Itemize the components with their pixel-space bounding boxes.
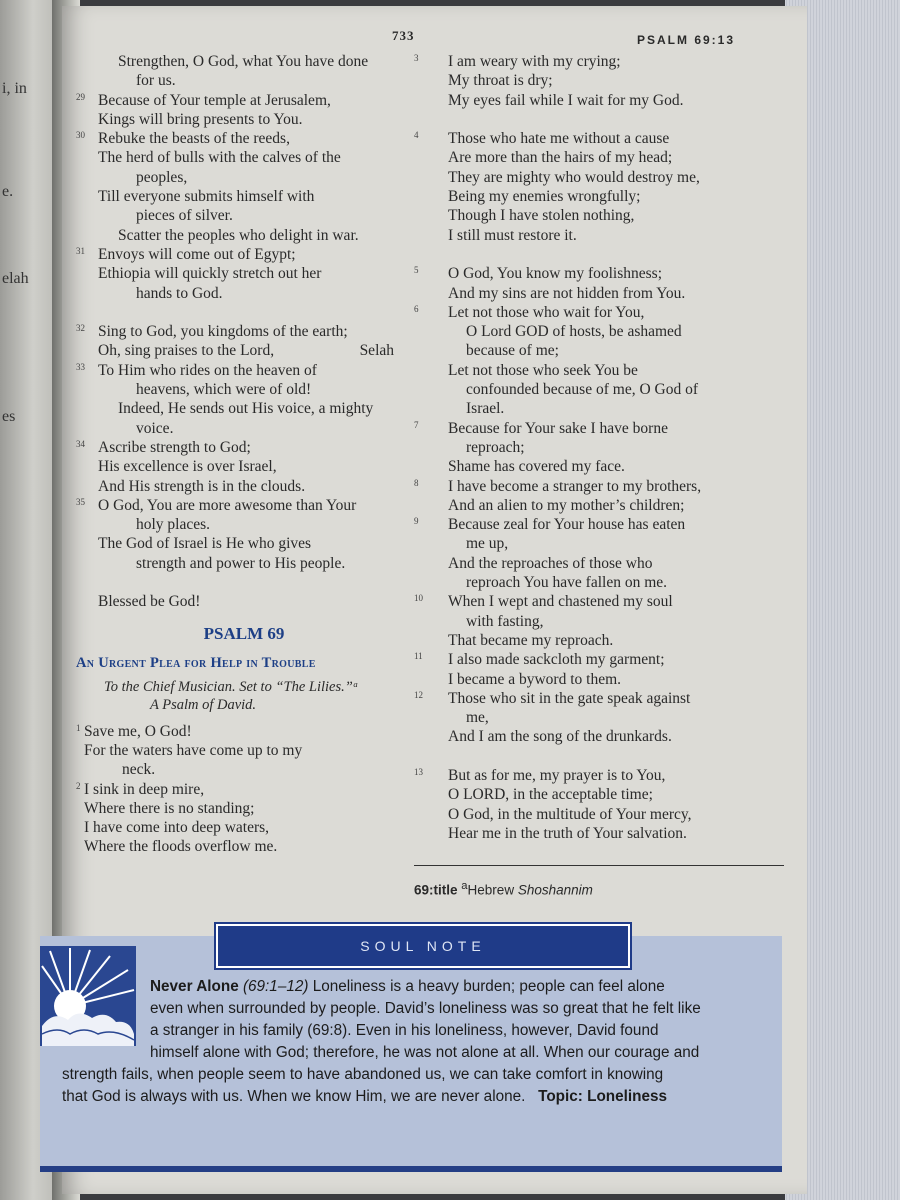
verse-text: Oh, sing praises to the Lord, (98, 342, 275, 360)
right-column-verses (414, 52, 784, 843)
verse-line (76, 592, 412, 611)
left-page-fragment: i, in (2, 80, 27, 97)
soul-note-line (62, 1086, 777, 1108)
verse-line (414, 477, 784, 496)
verse-line (414, 71, 784, 90)
verse-number: 11 (414, 651, 423, 662)
verse-text: neck. (122, 761, 156, 779)
soul-note-line-text: Loneliness is a heavy burden; people can feel alone (312, 978, 665, 995)
verse-text: Where there is no standing; (84, 799, 255, 817)
verse-line (414, 341, 784, 360)
verse-text: strength and power to His people. (136, 554, 346, 572)
verse-text: Till everyone submits himself with (98, 188, 315, 206)
page-number: 733 (392, 28, 415, 43)
verse-text: Rebuke the beasts of the reeds, (98, 130, 290, 148)
verse-text: Sing to God, you kingdoms of the earth; (98, 323, 348, 341)
stanza-gap (76, 573, 412, 592)
verse-text: hands to God. (136, 284, 223, 302)
verse-line (414, 168, 784, 187)
verse-number: 30 (76, 130, 85, 141)
verse-line (414, 496, 784, 515)
verse-line (414, 380, 784, 399)
verse-text: Let not those who seek You be (448, 361, 638, 379)
verse-line (76, 71, 412, 90)
verse-text: me, (466, 709, 489, 727)
verse-text: And the reproaches of those who (448, 554, 653, 572)
verse-line (76, 361, 412, 380)
verse-text: I have come into deep waters, (84, 819, 270, 837)
verse-text: Let not those who wait for You, (448, 303, 645, 321)
verse-number: 35 (76, 496, 85, 507)
left-column (76, 52, 412, 857)
verse-line (414, 727, 784, 746)
stanza-gap (76, 303, 412, 322)
verse-text: For the waters have come up to my (84, 741, 303, 759)
soul-note-ref: (69:1–12) (242, 978, 309, 995)
verse-text: And an alien to my mother’s children; (448, 496, 685, 514)
verse-line (76, 245, 412, 264)
verse-text: reproach You have fallen on me. (466, 574, 668, 592)
verse-text: Ethiopia will quickly stretch out her (98, 265, 322, 283)
verse-line (414, 438, 784, 457)
verse-line (414, 264, 784, 283)
verse-text: for us. (136, 72, 176, 90)
verse-line (414, 824, 784, 843)
verse-text: The God of Israel is He who gives (98, 535, 312, 553)
verse-text: And I am the song of the drunkards. (448, 728, 672, 746)
verse-number: 2 (76, 780, 81, 791)
footnote-ref: 69:title (414, 882, 458, 898)
verse-line (414, 573, 784, 592)
verse-number: 4 (414, 130, 419, 141)
verse-text: O Lord GOD of hosts, be ashamed (466, 323, 682, 341)
verse-line (414, 592, 784, 611)
psalm69-verses (76, 722, 412, 857)
verse-line (414, 91, 784, 110)
verse-line (76, 206, 412, 225)
verse-number: 29 (76, 91, 85, 102)
soul-note-line (62, 976, 777, 998)
psalm-subtitle: An Urgent Plea for Help in Trouble (76, 654, 316, 671)
verse-line (414, 419, 784, 438)
verse-line (76, 264, 412, 283)
verse-line (76, 226, 412, 245)
verse-text: And His strength is in the clouds. (98, 477, 306, 495)
soul-note-line: himself alone with God; therefore, he was not alone at all. When our courage and (150, 1044, 700, 1061)
verse-line (414, 708, 784, 727)
verse-text: me up, (466, 535, 509, 553)
verse-text: Shame has covered my face. (448, 458, 625, 476)
verse-text: The herd of bulls with the calves of the (98, 149, 341, 167)
verse-line (414, 670, 784, 689)
left-column-verses (76, 52, 412, 612)
verse-line (76, 110, 412, 129)
verse-text: voice. (136, 419, 174, 437)
verse-text: Where the floods overflow me. (84, 838, 278, 856)
soul-note-text (62, 976, 777, 1108)
verse-line (76, 187, 412, 206)
left-page-fragment: elah (2, 270, 29, 287)
verse-text: Though I have stolen nothing, (448, 207, 635, 225)
verse-line (76, 741, 412, 760)
verse-text: pieces of silver. (136, 207, 233, 225)
verse-number: 8 (414, 477, 419, 488)
verse-text: Indeed, He sends out His voice, a mighty (118, 400, 374, 418)
verse-text: reproach; (466, 438, 525, 456)
verse-number: 3 (414, 53, 419, 63)
verse-number: 7 (414, 419, 419, 430)
verse-text: Because of Your temple at Jerusalem, (98, 91, 331, 109)
verse-text: peoples, (136, 168, 188, 186)
verse-text: When I wept and chastened my soul (448, 593, 673, 611)
verse-line (414, 52, 784, 71)
verse-number: 9 (414, 516, 419, 527)
verse-text: My throat is dry; (448, 72, 553, 90)
verse-text: Hear me in the truth of Your salvation. (448, 824, 687, 842)
verse-line (76, 534, 412, 553)
verse-text: O God, You are more awesome than Your (98, 496, 357, 514)
soul-note-line-text: that God is always with us. When we know Him, we are never alone. (62, 1088, 526, 1105)
verse-text: Being my enemies wrongfully; (448, 188, 641, 206)
verse-text: with fasting, (466, 612, 544, 630)
stanza-gap (414, 110, 784, 129)
verse-text: O God, in the multitude of Your mercy, (448, 805, 692, 823)
verse-text: I am weary with my crying; (448, 53, 621, 70)
verse-line (414, 187, 784, 206)
psalm-superscription (76, 678, 412, 714)
verse-line (76, 477, 412, 496)
verse-text: Strengthen, O God, what You have done (118, 53, 369, 70)
verse-line (76, 322, 412, 341)
verse-number: 31 (76, 245, 85, 256)
verse-line (414, 766, 784, 785)
verse-text: And my sins are not hidden from You. (448, 284, 686, 302)
verse-text: because of me; (466, 342, 559, 360)
verse-text: Ascribe strength to God; (98, 438, 251, 456)
verse-line (414, 515, 784, 534)
verse-line (76, 129, 412, 148)
book-page (62, 6, 807, 1194)
verse-line (76, 496, 412, 515)
verse-line (414, 612, 784, 631)
verse-line (414, 805, 784, 824)
verse-text: They are mighty who would destroy me, (448, 168, 700, 186)
verse-line (76, 419, 412, 438)
footnote-mark: a (461, 880, 468, 892)
verse-line (76, 148, 412, 167)
verse-text: To Him who rides on the heaven of (98, 361, 317, 379)
verse-line (76, 818, 412, 837)
verse-text: Because zeal for Your house has eaten (448, 516, 686, 534)
left-page-fragment: e. (2, 183, 14, 200)
verse-line (76, 284, 412, 303)
verse-text: Those who sit in the gate speak against (448, 689, 691, 707)
verse-line (76, 722, 412, 741)
verse-text: His excellence is over Israel, (98, 458, 277, 476)
verse-number: 10 (414, 593, 423, 604)
verse-text: confounded because of me, O God of (466, 381, 698, 399)
verse-line (76, 341, 412, 360)
footnote-term: Shoshannim (517, 882, 593, 898)
verse-number: 32 (76, 323, 85, 334)
verse-text: heavens, which were of old! (136, 381, 312, 399)
verse-line (76, 457, 412, 476)
verse-line (414, 457, 784, 476)
soul-note-line: a stranger in his family (69:8). Even in his loneliness, however, David found (150, 1022, 659, 1039)
verse-line (76, 780, 412, 799)
verse-number: 34 (76, 438, 85, 449)
footnote (414, 880, 593, 898)
verse-text: Kings will bring presents to You. (98, 110, 303, 128)
left-page-fragment: es (2, 408, 16, 425)
verse-line (76, 399, 412, 418)
verse-text: Scatter the peoples who delight in war. (118, 226, 359, 244)
verse-line (414, 785, 784, 804)
verse-number: 5 (414, 265, 419, 276)
verse-text: holy places. (136, 516, 211, 534)
verse-text: Those who hate me without a cause (448, 130, 670, 148)
stanza-gap (414, 747, 784, 766)
verse-line (414, 322, 784, 341)
verse-number: 13 (414, 766, 423, 777)
verse-number: 33 (76, 361, 85, 372)
verse-text: Save me, O God! (84, 722, 192, 740)
right-column (414, 52, 784, 843)
stanza-gap (414, 245, 784, 264)
verse-line (76, 380, 412, 399)
verse-text: Israel. (466, 400, 505, 418)
verse-number: 6 (414, 303, 419, 314)
verse-line (414, 650, 784, 669)
selah-marker: Selah (359, 342, 394, 360)
verse-text: O God, You know my foolishness; (448, 265, 663, 283)
verse-line (76, 799, 412, 818)
soul-note-topic: Topic: Loneliness (538, 1088, 668, 1105)
verse-line (76, 760, 412, 779)
verse-text: I still must restore it. (448, 226, 577, 244)
verse-text: Blessed be God! (98, 593, 201, 611)
verse-line (414, 284, 784, 303)
soul-note-box (40, 936, 782, 1172)
running-head: PSALM 69:13 (637, 33, 736, 47)
verse-line (414, 303, 784, 322)
verse-text: I sink in deep mire, (84, 780, 205, 798)
soul-note-title: Never Alone (150, 978, 239, 995)
verse-text: I became a byword to them. (448, 670, 622, 688)
verse-line (414, 226, 784, 245)
superscription-line: A Psalm of David. (150, 696, 257, 713)
verse-line (414, 554, 784, 573)
verse-line (414, 148, 784, 167)
verse-line (76, 168, 412, 187)
psalm-heading: PSALM 69 (203, 623, 285, 643)
verse-number: 12 (414, 689, 423, 700)
verse-line (414, 206, 784, 225)
verse-line (414, 129, 784, 148)
verse-line (414, 399, 784, 418)
soul-note-line: even when surrounded by people. David’s loneliness was so great that he felt like (150, 1000, 701, 1017)
verse-text: O LORD, in the acceptable time; (448, 786, 653, 804)
verse-text: My eyes fail while I wait for my God. (448, 91, 684, 109)
verse-line (76, 438, 412, 457)
soul-note-banner: SOUL NOTE (216, 924, 630, 968)
verse-line (414, 534, 784, 553)
verse-text: Are more than the hairs of my head; (448, 149, 673, 167)
footnote-rule (414, 865, 784, 866)
verse-line (414, 631, 784, 650)
verse-text: I have become a stranger to my brothers, (448, 477, 702, 495)
superscription-line: To the Chief Musician. Set to “The Lilies.”ᵃ (104, 678, 359, 695)
verse-line (76, 515, 412, 534)
verse-text: Because for Your sake I have borne (448, 419, 668, 437)
verse-text: I also made sackcloth my garment; (448, 651, 665, 669)
verse-number: 1 (76, 722, 81, 733)
verse-line (76, 52, 412, 71)
verse-line (414, 361, 784, 380)
verse-line (414, 689, 784, 708)
verse-text: Envoys will come out of Egypt; (98, 245, 296, 263)
footnote-text: Hebrew (467, 882, 515, 898)
verse-text: But as for me, my prayer is to You, (448, 766, 666, 784)
verse-line (76, 837, 412, 856)
verse-line (76, 554, 412, 573)
verse-line (76, 91, 412, 110)
verse-text: That became my reproach. (448, 631, 614, 649)
soul-note-line: strength fails, when people seem to have abandoned us, we can take comfort in knowing (62, 1066, 664, 1083)
